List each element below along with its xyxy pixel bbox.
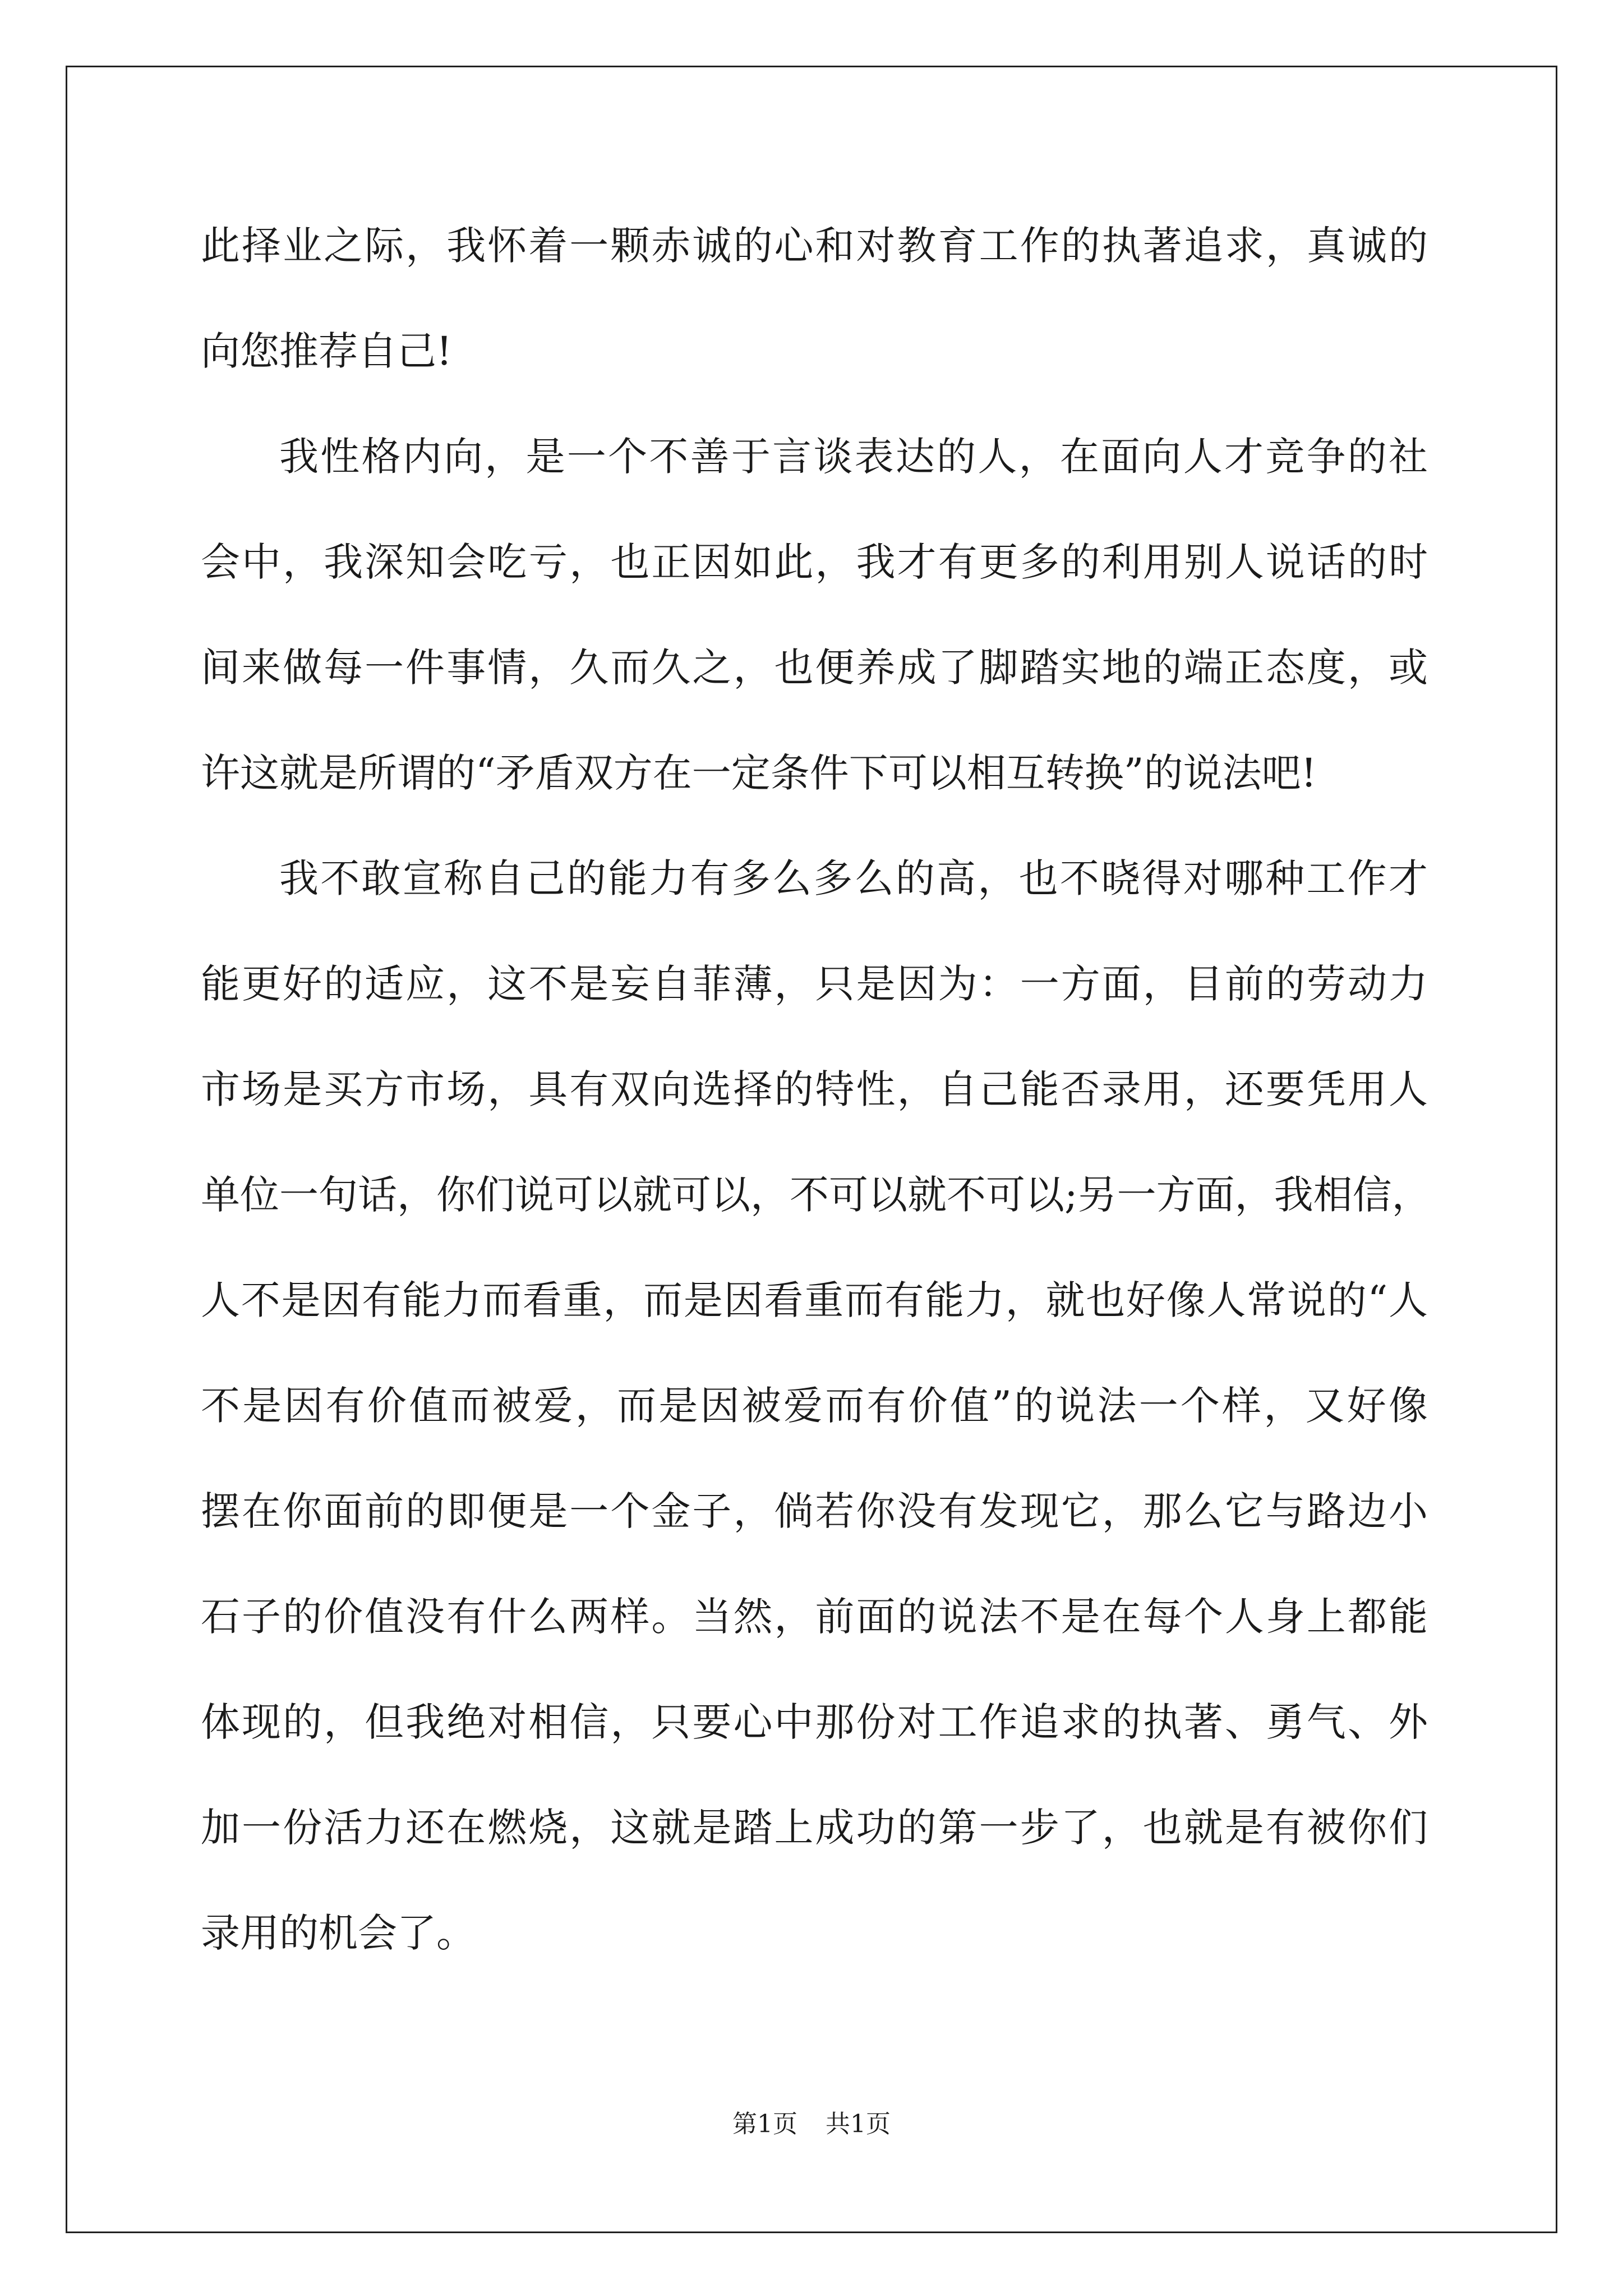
page-number: 第1页 [732,2110,797,2138]
text-line: 我性格内向，是一个不善于言谈表达的人，在面向人才竞争的社 [279,434,1428,480]
text-line: 许这就是所谓的“矛盾双方在一定条件下可以相互转换”的说法吧! [201,750,1317,796]
document-body [201,218,1431,2010]
text-line: 能更好的适应，这不是妄自菲薄，只是因为：一方面，目前的劳动力 [201,961,1428,1007]
text-line: 我不敢宣称自己的能力有多么多么的高，也不晓得对哪种工作才 [279,855,1428,901]
text-line: 石子的价值没有什么两样。当然，前面的说法不是在每个人身上都能 [201,1594,1428,1640]
page-footer [0,2108,1623,2141]
text-line: 摆在你面前的即便是一个金子，倘若你没有发现它，那么它与路边小 [201,1488,1428,1534]
text-line: 不是因有价值而被爱，而是因被爱而有价值”的说法一个样，又好像 [201,1383,1428,1429]
text-line: 体现的，但我绝对相信，只要心中那份对工作追求的执著、勇气、外 [201,1699,1428,1745]
text-line: 录用的机会了。 [201,1910,476,1956]
page-total: 共1页 [826,2110,891,2138]
text-line: 此择业之际，我怀着一颗赤诚的心和对教育工作的执著追求，真诚的 [201,223,1428,269]
text-line: 加一份活力还在燃烧，这就是踏上成功的第一步了，也就是有被你们 [201,1805,1428,1851]
text-line: 市场是买方市场，具有双向选择的特性，自己能否录用，还要凭用人 [201,1066,1428,1112]
text-line: 向您推荐自己! [201,328,453,374]
text-line: 间来做每一件事情，久而久之，也便养成了脚踏实地的端正态度，或 [201,645,1428,691]
text-line: 人不是因有能力而看重，而是因看重而有能力，就也好像人常说的“人 [201,1277,1428,1323]
text-line: 单位一句话，你们说可以就可以，不可以就不可以;另一方面，我相信， [201,1172,1431,1218]
text-line: 会中，我深知会吃亏，也正因如此，我才有更多的利用别人说话的时 [201,539,1428,585]
